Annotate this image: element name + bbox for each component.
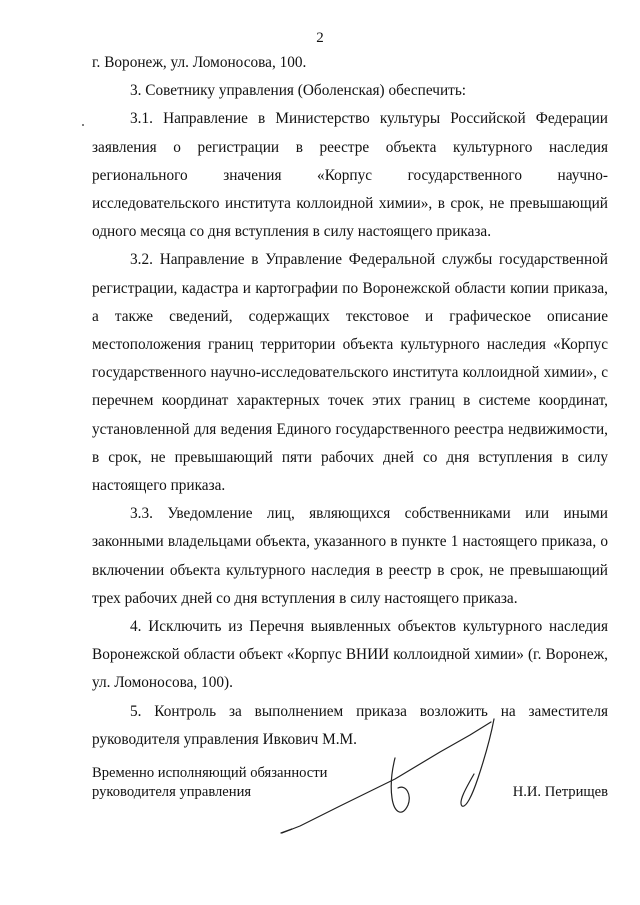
paragraph-item-4: 4. Исключить из Перечня выявленных объектов культурного наследия Воронежской области объект «Корпус ВНИИ коллоидной химии» (г. Воронеж, ул. Ломоносова, 100). (92, 618, 608, 692)
paragraph-item-3-3: 3.3. Уведомление лиц, являющихся собственниками или иными законными владельцами объекта, указанного в пункте 1 настоящего приказа, о включении объекта культурного наследия в реестр в срок, не превышающий трех рабочих дней со дня вступления в силу настоящего приказа. (92, 505, 608, 607)
paragraph-item-3-2: 3.2. Направление в Управление Федеральной службы государственной регистрации, кадастра и картографии по Воронежской области копии приказа, а также сведений, содержащих текстовое и графическое описание местоположения границ территории объекта культурного наследия «Корпус государственного научно-исследовательского института коллоидной химии», с перечнем координат характерных точек этих границ в системе координат, установленной для ведения Единого государственного реестра недвижимости, в срок, не превышающий пяти рабочих дней со дня вступления в силу настоящего приказа. (92, 251, 608, 495)
page-number: 2 (316, 30, 324, 46)
signatory-position-line-1: Временно исполняющий обязанности (92, 765, 328, 781)
paragraph-item-3-1: 3.1. Направление в Министерство культуры Российской Федерации заявления о регистрации в реестре объекта культурного наследия регионального значения «Корпус государственного научно-исследовательского института коллоидной химии», в срок, не превышающий одного месяца со дня вступления в силу настоящего приказа. (92, 110, 608, 241)
paragraph-address-continuation: г. Воронеж, ул. Ломоносова, 100. (92, 54, 307, 71)
signatory-position-line-2: руководителя управления (92, 784, 252, 800)
paragraph-item-3: 3. Советнику управления (Оболенская) обеспечить: (130, 82, 467, 100)
signatory-name: Н.И. Петрищев (512, 784, 608, 800)
paragraph-item-5: 5. Контроль за выполнением приказа возложить на заместителя руководителя управления Ивкович М.М. (92, 702, 608, 748)
